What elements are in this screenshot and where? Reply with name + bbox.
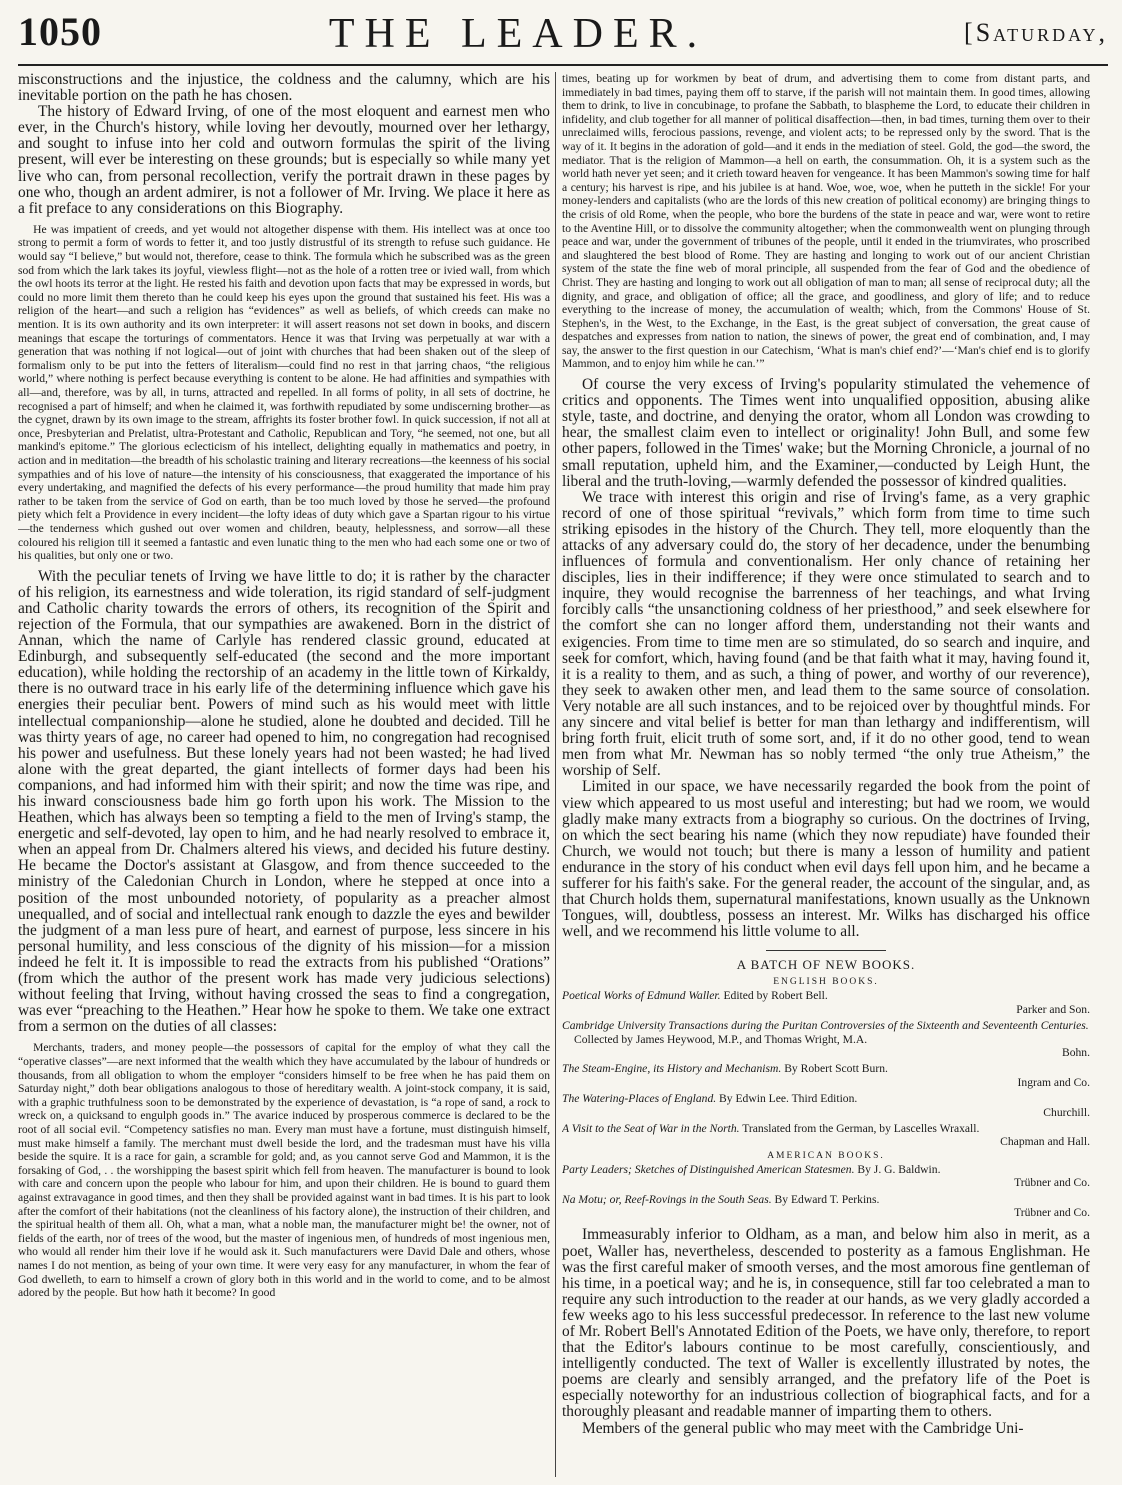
article-paragraph: With the peculiar tenets of Irving we have little to do; it is rather by the character of his religion, its earnestness and wide toleration, its rigid standard of self-judgment and Catholic charity towards the errors of others, its recognition of the Spirit and rejection of the Formula, that our sympathies are awakened. Born in the district of Annan, which the name of Carlyle has rendered classic ground, educated at Edinburgh, and subsequently self-educated (the second and the more important education), while holding the rectorship of an academy in the little town of Kirkaldy, there is no outward trace in his early life of the determining influence which gave his energies their peculiar bent. Powers of mind such as his would meet with little intellectual companionship—alone he studied, alone he doubted and decided. Till he was thirty years of age, no career had opened to him, no congregation had recognised his power and usefulness. But these lonely years had not been wasted; he had lived alone with the great departed, the giant intellects of former days had been his companions, and had informed him with their spirit; and now the time was ripe, and his inward consciousness bade him go forth upon his work. The Mission to the Heathen, which has always been so tempting a field to the men of Irving's stamp, the energetic and self-devoted, lay open to him, and he had nearly resolved to embrace it, when an appeal from Dr. Chalmers altered his views, and decided his future destiny. He became the Doctor's assistant at Glasgow, and from thence succeeded to the ministry of the Caledonian Church in London, where he stepped at once into a position of the most unbounded notoriety, of popularity as a preacher almost unequalled, and of social and intellectual rank enough to dazzle the eyes and bewilder the judgment of a man less pure of heart, and earnest of purpose, less sincere in his personal humility, and less conscious of the dignity of his mission—for a mission indeed he felt it. It is impossible to read the extracts from his published “Orations” (from which the author of the present work has made very judicious selections) without feeling that Irving, without having crossed the seas to find a congregation, was ever “preaching to the Heathen.” Hear how he spoke to them. We take one extract from a sermon on the duties of all classes:	[18, 567, 550, 1036]
book-detail: Translated from the German, by Lascelles Wraxall.	[739, 1122, 980, 1135]
review-paragraph: Immeasurably inferior to Oldham, as a man, and below him also in merit, as a poet, Waller has, nevertheless, descended to posterity as a famous Englishman. He was the first careful maker of smooth verses, and the most amorous fine gentleman of his time, in a poetical way; and he is, in consequence, still far too celebrated a man to require any such introduction to the reader at our hands, as we very gladly accorded a few weeks ago to his less successful predecessor. In reference to the last new volume of Mr. Robert Bell's Annotated Edition of the Poets, we have only, therefore, to report that the Editor's labours continue to be most carefully, conscientiously, and intelligently conducted. The text of Waller is excellently illustrated by notes, the poems are clearly and sensibly arranged, and the prefatory life of the Poet is especially noteworthy for an industrious collection of biographical facts, and for a thoroughly pleasant and readable manner of imparting them to others.	[562, 1226, 1090, 1421]
category-heading: ENGLISH BOOKS.	[773, 977, 879, 988]
quoted-extract: He was impatient of creeds, and yet would not altogether dispense with them. His intellect was at once too strong to permit a form of words to fetter it, and too justly distrustful of its strength to refuse such guidance. He would say “I believe,” but would not, therefore, cease to think. The formula which he subscribed was as the green sod from which the lark takes its joyful, viewless flight—not as the hole of a rotten tree or ivied wall, from which the owl hoots its terror at the light. He rested his faith and devotion upon facts that may be expressed in words, but could no more limit them thereto than he could keep his eyes upon the ground that sustained his feet. His was a religion of the heart—and such a religion has “evidences” as well as beliefs, of which creeds can make no mention. It is its own authority and its own interpreter: it will assert reasons not set down in books, and discern meanings that escape the torturings of commentators. Hence it was that Irving was perpetually at war with a generation that was nothing if not logical—out of joint with churches that had been shaken out of the sleep of formalism only to be put into the fetters of literalism—could find no rest in that jarring chaos, “the religious world,” where nothing is perfect because everything is content to be alone. He had affinities and sympathies with all—and, therefore, was by all, in turns, attracted and repelled. In all forms of polity, in all sets of doctrine, he recognised a part of himself; and when he claimed it, was forthwith repudiated by some undiscerning brother—as the cygnet, drawn by its own image to the stream, affrights its foster brother fowl. In quick succession, if not all at once, Presbyterian and Prelatist, ultra-Protestant and Catholic, Republican and Tory, “he seemed, not one, but all mankind's epitome.” The glorious eclecticism of his intellect, delighting equally in mathematics and poetry, in action and in meditation—the breadth of his scholastic training and literary recreations—the keenness of his social sympathies and of his love of nature—the intensity of his consciousness, that exaggerated the importance of his every undertaking, and magnified the defects of his every performance—the proud humility that made him pray rather to be taken from the service of God on earth, than be too much loved by those he served—the profound piety which felt a Providence in every incident—the lofty ideas of duty which gave a Spartan rigour to his virtue—the tenderness which gushed out over women and children, beauty, helplessness, and sorrow—all these coloured his religion till it seemed a fantastic and even lunatic thing to the men who had each some one or two of his qualities, but only one or two.	[18, 222, 550, 563]
category-heading: AMERICAN BOOKS.	[767, 1150, 885, 1161]
article-paragraph: We trace with interest this origin and rise of Irving's fame, as a very graphic record of one of those spiritual “revivals,” which form from time to time such striking episodes in the history of the Church. They tell, more eloquently than the attacks of any adversary could do, the story of her decadence, under the benumbing influences of formula and conventionalism. Her only chance of retaining her disciples, lies in their indifference; if they were once stimulated to search and to inquire, they would recognise the barrenness of her teachings, and what Irving forcibly calls “the unsanctioning coldness of her priesthood,” and seek elsewhere for the comfort she can no longer afford them, understanding not their wants and exigencies. From time to time men are so stimulated, do so search and inquire, and seek for comfort, which, having found (and be that faith what it may, having found it, it is a reality to them, and as such, a thing of power, and worthy of our reverence), they seek to awaken other men, and lead them to the same source of consolation. Very notable are all such instances, and to be rejoiced over by thoughtful minds. For any sincere and vital belief is better for man than lethargy and indifferentism, will bring forth fruit, elicit truth of some sort, and, if it do no other good, tend to wean men from what Mr. Newman has so nobly termed “the only true Atheism,” the worship of Self.	[562, 488, 1090, 780]
book-detail: Edited by Robert Bell.	[720, 989, 828, 1003]
book-publisher: Trübner and Co.	[1014, 1176, 1090, 1190]
book-detail: Collected by James Heywood, M.P., and Thomas Wright, M.A.	[574, 1032, 868, 1046]
book-detail: By Edward T. Perkins.	[771, 1192, 880, 1206]
left-column	[18, 72, 550, 1477]
book-title: Cambridge University Transactions during the Puritan Controversies of the Sixteenth and Seventeenth Centuries.	[562, 1019, 1089, 1033]
article-paragraph: misconstructions and the injustice, the coldness and the calumny, which are his inevitable portion on the path he has chosen.	[18, 72, 550, 105]
newspaper-title: THE LEADER.	[328, 11, 708, 57]
book-entry	[562, 1019, 1090, 1059]
book-title: A Visit to the Seat of War in the North.	[562, 1122, 740, 1135]
book-detail: By J. G. Baldwin.	[854, 1162, 941, 1176]
book-title: The Steam-Engine, its History and Mechanism.	[562, 1062, 782, 1076]
book-entry	[562, 1193, 1090, 1220]
quoted-extract: times, beating up for workmen by beat of drum, and advertising them to come from distant parts, and immediately in bad times, paying them off to starve, if the parish will not maintain them. In good times, allowing them to drink, to live in concubinage, to profane the Sabbath, to blaspheme the Lord, to educate their children in infidelity, and club together for all manner of political disaffection—then, in bad times, turning them over to their unreclaimed wills, ferocious passions, revenge, and violent acts; to be repressed only by the sword. That is the way of it. It begins in the adoration of gold—and it ends in the mediation of steel. Gold, the god—the sword, the mediator. That is the religion of Mammon—a hell on earth, the consummation. Oh, it is a system such as the world hath never yet seen; and it crieth toward heaven for vengeance. It has been Mammon's sowing time for half a century; his harvest is ripe, and his jubilee is at hand. Woe, woe, woe, when he putteth in the sickle! For your money-lenders and capitalists (who are the lords of this new creation of political economy) are bringing things to the crisis of old Rome, when the people, who bore the burdens of the state in peace and war, were wont to retire to the Aventine Hill, or to dissolve the community altogether; when the commonwealth went on plunging through peace and war, under the government of tribunes of the people, until it ended in the triumvirates, who proscribed and slaughtered the best blood of Rome. They are hasting and longing to work out of our ancient Christian system of the state the fine web of moral principle, all suspended from the fear of God and the obedience of Christ. They are hasting and longing to work out all obligation of man to man; all sense of reciprocal duty; all the dignity, and grace, and obligation of office; all the grace, and goodliness, and glory of life; and to reduce everything to the increase of money, the accumulation of wealth; which, from the Commons' House of St. Stephen's, in the West, to the Exchange, in the East, is the great subject of conversation, the great cause of despatches and expresses from nation to nation, the sinews of power, the great end of combination, and, I may say, the answer to the first question in our Catechism, ‘What is man's chief end?’—‘Man's chief end is to glorify Mammon, and to enjoy him while he can.’”	[562, 72, 1090, 371]
book-publisher: Ingram and Co.	[1017, 1075, 1090, 1089]
masthead	[18, 8, 1108, 66]
book-title: Party Leaders; Sketches of Distinguished American Statesmen.	[562, 1162, 855, 1176]
article-paragraph: Limited in our space, we have necessarily regarded the book from the point of view which appeared to us most useful and interesting; but had we room, we would gladly make many extracts from a biography so curious. On the doctrines of Irving, on which the sect bearing his name (which they now repudiate) have founded their Church, we would not touch; but there is many a lesson of humility and patient endurance in the story of his conduct when evil days fell upon him, and he became a sufferer for his faith's sake. For the general reader, the account of the singular, and, as that Church holds them, supernatural manifestations, known usually as the Unknown Tongues, will, doubtless, possess an interest. Mr. Wilks has discharged his office well, and we recommend his little volume to all.	[562, 778, 1090, 941]
book-detail: By Edwin Lee. Third Edition.	[716, 1092, 858, 1106]
section-rule	[766, 950, 886, 951]
book-publisher: Chapman and Hall.	[1000, 1135, 1090, 1149]
column-divider	[555, 72, 556, 1477]
book-entry	[562, 1163, 1090, 1190]
book-title: Poetical Works of Edmund Waller.	[562, 989, 721, 1003]
page-number: 1050	[18, 9, 102, 54]
article-paragraph: Of course the very excess of Irving's popularity stimulated the vehemence of critics and opponents. The Times went into unqualified opposition, abusing alike style, taste, and doctrine, and denying the orator, whom all London was crowding to hear, the smallest claim even to intellect or originality! John Bull, and some few other papers, followed in the Times' wake; but the Morning Chronicle, a journal of no small reputation, upheld him, and the Examiner,—conducted by Leigh Hunt, the liberal and the truth-loving,—warmly defended the possessor of kindred qualities.	[562, 376, 1090, 490]
book-entry	[562, 1122, 1090, 1149]
book-entry	[562, 1062, 1090, 1089]
book-title: The Watering-Places of England.	[562, 1092, 717, 1106]
book-publisher: Bohn.	[1061, 1045, 1090, 1059]
review-paragraph: Members of the general public who may meet with the Cambridge Uni-	[582, 1419, 1024, 1437]
book-publisher: Trübner and Co.	[1014, 1206, 1090, 1220]
issue-day: [Saturday,	[964, 18, 1108, 47]
book-publisher: Parker and Son.	[1016, 1002, 1090, 1016]
american-book-list	[562, 1163, 1090, 1220]
book-publisher: Churchill.	[1043, 1105, 1090, 1119]
book-entry	[562, 1092, 1090, 1119]
article-paragraph: The history of Edward Irving, of one of the most eloquent and earnest men who ever, in the Church's history, while loving her devoutly, mourned over her lethargy, and sought to infuse into her cold and outworn formulas the spirit of the living present, will ever be interesting on these grounds; but is especially so while many yet live who can, from personal recollection, verify the portrait drawn in these pages by one who, though an ardent admirer, is not a follower of Mr. Irving. We place it here as a fit preface to any considerations on this Biography.	[18, 103, 550, 217]
masthead-rule	[18, 64, 1108, 66]
quoted-extract: Merchants, traders, and money people—the possessors of capital for the employ of what they call the “operative classes”—are next informed that the wealth which they have accumulated by the labour of hundreds or thousands, from all obligation to whom the employer “considers himself to be free when he has paid them on Saturday night,” doth bear obligations analogous to those of hereditary wealth. A joint-stock company, it is said, with a graphic truthfulness soon to be demonstrated by the experience of devastation, is “a rope of sand, a rock to wreck on, a quicksand to engulph goods in.” The avarice induced by prosperous commerce is declared to be the root of all social evil. “Competency satisfies no man. Every man must have a fortune, must distinguish himself, must make himself a family. The merchant must dwell beside the lord, and the tradesman must have his villa beside the squire. It is a race for gain, a scramble for gold; and, as you cannot serve God and Mammon, it is the forsaking of God, . . the worshipping the basest spirit which fell from heaven. The manufacturer is bound to look with care and concern upon the people who labour for him, and upon their children. He is bound to guard them against extravagance in good times, and then they shall be provided against want in bad times. It is his part to look after the comfort of their habitations (not the cleanliness of his factory alone), the instruction of their children, and the spiritual health of them all. Oh, what a man, what a noble man, the manufacturer might be! the owner, not of fields of the earth, nor of trees of the wood, but the master of ingenious men, of hundreds of most ingenious men, who would all render him their love if he would ask it. Such manufacturers were David Dale and others, whose names I do not mention, as being of your own time. It were very easy for any manufacturer, in whom the fear of God dwelleth, to earn to himself a crown of glory both in this world and in the world to come, and to be almost adored by the people. But how hath it become? In good	[18, 1041, 550, 1300]
english-book-list	[562, 989, 1090, 1148]
book-detail: By Robert Scott Burn.	[781, 1062, 888, 1076]
book-entry	[562, 989, 1090, 1016]
section-heading: A BATCH OF NEW BOOKS.	[736, 957, 916, 973]
right-column	[562, 72, 1090, 1477]
book-title: Na Motu; or, Reef-Rovings in the South Seas.	[562, 1192, 772, 1206]
